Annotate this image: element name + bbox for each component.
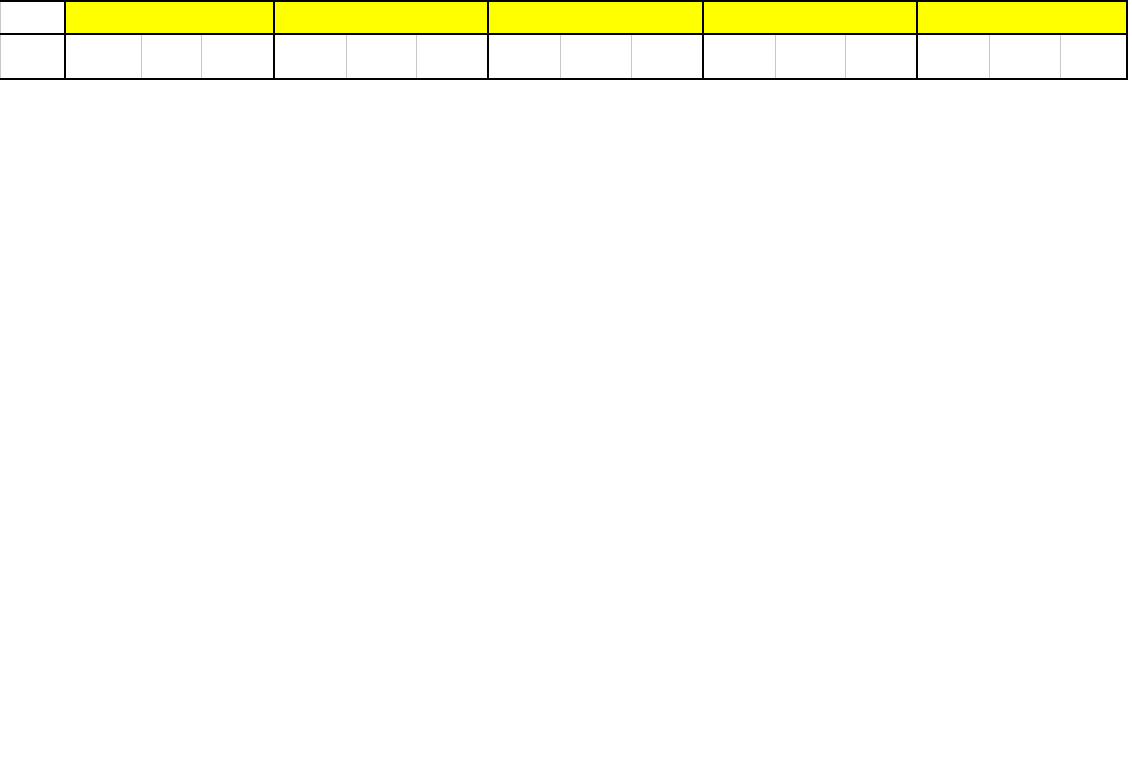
day-header-thu bbox=[703, 1, 918, 34]
col-recipe bbox=[274, 34, 347, 79]
corner-cell-2 bbox=[1, 34, 65, 79]
day-header-mon bbox=[65, 1, 274, 34]
weekly-menu-table bbox=[0, 0, 1128, 80]
col-ingredients bbox=[775, 34, 846, 79]
day-header-row bbox=[1, 1, 1128, 34]
col-recipe bbox=[703, 34, 776, 79]
column-header-row bbox=[1, 34, 1128, 79]
col-weight bbox=[1060, 34, 1127, 79]
day-header-tue bbox=[274, 1, 489, 34]
col-recipe bbox=[917, 34, 990, 79]
col-weight bbox=[846, 34, 918, 79]
col-weight bbox=[417, 34, 489, 79]
col-ingredients bbox=[142, 34, 202, 79]
col-ingredients bbox=[346, 34, 417, 79]
day-header-fri bbox=[917, 1, 1127, 34]
col-ingredients bbox=[561, 34, 632, 79]
col-recipe bbox=[65, 34, 142, 79]
col-ingredients bbox=[990, 34, 1061, 79]
col-weight bbox=[631, 34, 703, 79]
col-recipe bbox=[488, 34, 561, 79]
col-weight bbox=[202, 34, 274, 79]
corner-cell bbox=[1, 1, 65, 34]
day-header-wed bbox=[488, 1, 703, 34]
